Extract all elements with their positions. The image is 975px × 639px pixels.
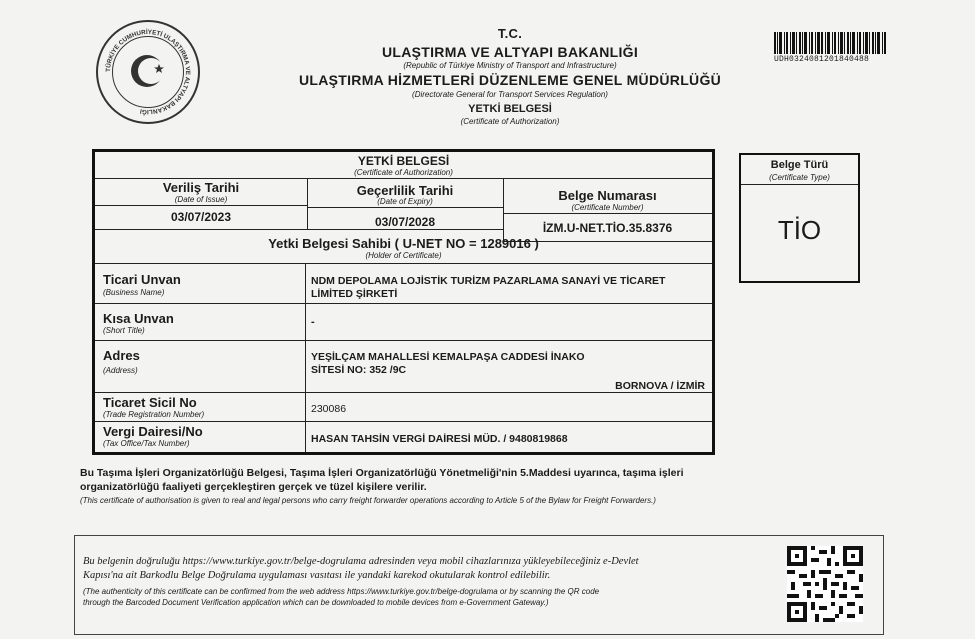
certificate-table — [92, 149, 715, 455]
header-doc-title: YETKİ BELGESİ — [468, 103, 552, 115]
verification-line-2: Kapısı'na ait Barkodlu Belge Doğrulama uygulaması vasıtası ile yandaki karekod okutularak kontrol edilebilir. — [83, 570, 551, 581]
seal-ring-text: TÜRKİYE CUMHURİYETİ ULAŞTIRMA VE ALTYAPI BAKANLIĞI — [104, 28, 192, 116]
tax-office-value: HASAN TAHSİN VERGİ DAİRESİ MÜD. / 9480819868 — [311, 433, 568, 445]
short-title-value: - — [311, 316, 315, 328]
expiry-date-label-en: (Date of Expiry) — [377, 197, 433, 206]
issue-date-label: Veriliş Tarihi — [162, 180, 240, 195]
trade-registration-value: 230086 — [311, 403, 347, 415]
header-ministry-en: (Republic of Türkiye Ministry of Transport and Infrastructure) — [403, 61, 617, 70]
issue-date-label-en: (Date of Issue) — [174, 195, 228, 204]
header-doc-title-en: (Certificate of Authorization) — [460, 117, 560, 126]
seal-center — [112, 36, 184, 108]
certificate-number-label-en: (Certificate Number) — [571, 203, 644, 212]
address-label: Adres — [103, 348, 140, 363]
footnote-line-1: Bu Taşıma İşleri Organizatörlüğü Belgesi, Taşıma İşleri Organizatörlüğü Yönetmeliği'nin 5.Maddesi uyarınca, taşıma işleri — [80, 467, 684, 479]
business-name-label-en: (Business Name) — [103, 288, 165, 297]
holder-label-en: (Holder of Certificate) — [365, 251, 442, 260]
ministry-seal — [96, 20, 200, 124]
verification-box — [74, 535, 884, 635]
short-title-label-en: (Short Title) — [103, 326, 145, 335]
header-ministry: ULAŞTIRMA VE ALTYAPI BAKANLIĞI — [381, 44, 639, 60]
table-title: YETKİ BELGESİ — [357, 154, 450, 168]
header-country: T.C. — [497, 26, 523, 41]
certificate-type-box — [739, 153, 860, 283]
short-title-label: Kısa Unvan — [103, 311, 174, 326]
trade-registration-label: Ticaret Sicil No — [103, 395, 197, 410]
footnote-line-en: (This certificate of authorisation is given to real and legal persons who carry freight forwarder operations according to Article 5 of the Bylaw for Freight Forwarders.) — [80, 496, 656, 505]
business-name-value-2: LİMİTED ŞİRKETİ — [311, 288, 398, 300]
table-title-en: (Certificate of Authorization) — [354, 168, 453, 177]
header-directorate-en: (Directorate General for Transport Services Regulation) — [412, 90, 608, 99]
holder-label: Yetki Belgesi Sahibi ( U-NET NO = 1289016 ) — [268, 236, 539, 251]
qr-code-icon — [787, 546, 863, 622]
address-value-2: SİTESİ NO: 352 /9C — [311, 364, 407, 376]
footnote-line-2: organizatörlüğü faaliyeti gerçekleştiren gerçek ve tüzel kişilere verilir. — [80, 481, 427, 493]
trade-registration-label-en: (Trade Registration Number) — [103, 410, 205, 419]
address-value: YEŞİLÇAM MAHALLESİ KEMALPAŞA CADDESİ İNAKO — [311, 351, 585, 363]
issue-date-value: 03/07/2023 — [170, 210, 232, 224]
verification-line-en-1: (The authenticity of this certificate can be confirmed from the web address https://www.turkiye.gov.tr/belge-dogrulama or by scanning the QR code — [83, 587, 600, 596]
tax-office-label-en: (Tax Office/Tax Number) — [103, 439, 190, 448]
barcode-graphic — [774, 32, 886, 54]
expiry-date-label: Geçerlilik Tarihi — [356, 183, 454, 198]
verification-line-en-2: through the Barcoded Document Verification application which can be downloaded to mobile devices from e-Government Gateway.) — [83, 598, 549, 607]
address-city: BORNOVA / İZMİR — [615, 380, 705, 392]
tax-office-label: Vergi Dairesi/No — [103, 424, 203, 439]
crescent-star-icon — [113, 37, 181, 105]
business-name-value: NDM DEPOLAMA LOJİSTİK TURİZM PAZARLAMA SANAYİ VE TİCARET — [311, 275, 666, 287]
header-directorate: ULAŞTIRMA HİZMETLERİ DÜZENLEME GENEL MÜDÜRLÜĞÜ — [298, 72, 722, 88]
barcode-number: UDH0324081201840488 — [774, 55, 870, 64]
verification-line-1: Bu belgenin doğruluğu https://www.turkiye.gov.tr/belge-dogrulama adresinden veya mobil cihazlarınıza yükleyebileceğiniz e-Devlet — [83, 556, 639, 567]
certificate-number-label: Belge Numarası — [558, 188, 657, 203]
address-label-en: (Address) — [103, 366, 138, 375]
certificate-number-value: İZM.U-NET.TİO.35.8376 — [542, 221, 673, 235]
certificate-type-value: TİO — [777, 215, 822, 245]
expiry-date-value: 03/07/2028 — [374, 215, 436, 229]
certificate-type-label: Belge Türü — [770, 159, 829, 171]
certificate-type-label-en: (Certificate Type) — [769, 173, 830, 182]
business-name-label: Ticari Unvan — [103, 272, 181, 287]
